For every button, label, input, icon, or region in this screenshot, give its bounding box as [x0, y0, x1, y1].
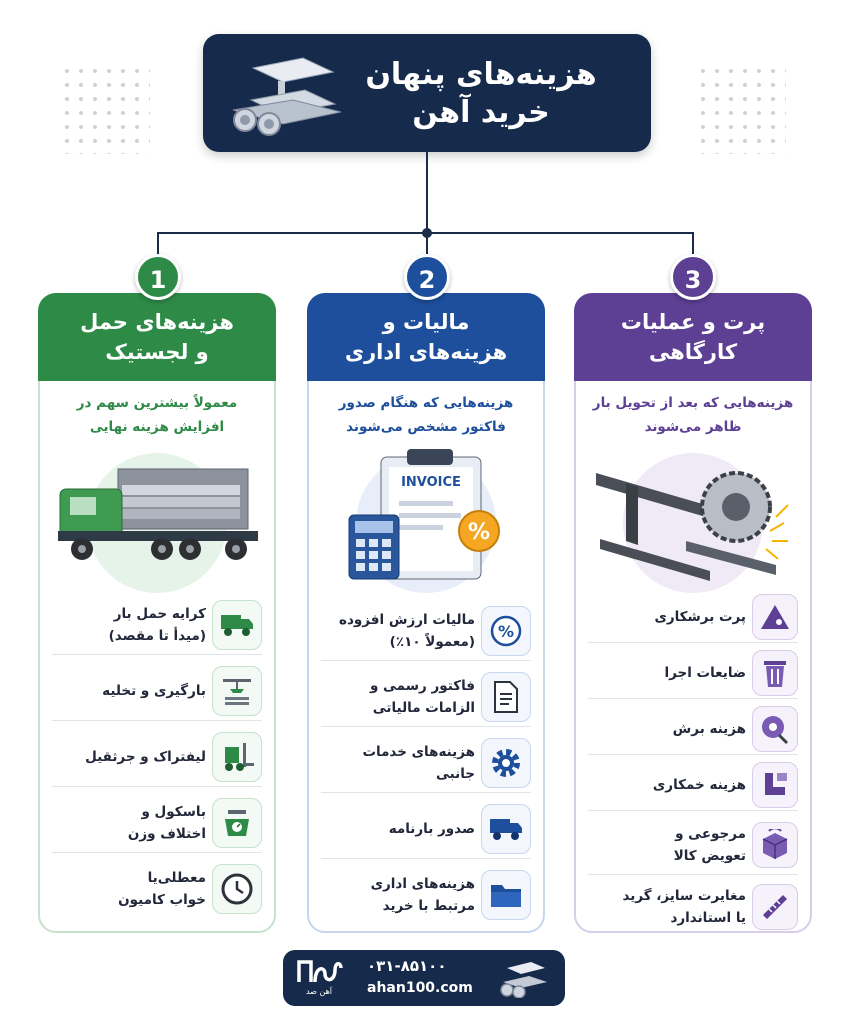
forklift-icon: [219, 741, 255, 773]
item-icon-box: [481, 672, 531, 722]
trash-icon: [761, 657, 789, 689]
column-logistics-subtitle: [48, 391, 266, 439]
page-title-line2: خرید آهن: [412, 95, 550, 130]
column-workshop-waste-subtitle-line2: ظاهر می‌شوند: [644, 419, 742, 435]
page-header: [203, 34, 651, 152]
item-text: [321, 741, 481, 785]
connector-junction-dot: [422, 228, 432, 238]
list-item: [52, 727, 262, 787]
column-tax-admin-header: [307, 293, 545, 381]
item-icon-box: [481, 804, 531, 854]
scale-icon: [220, 807, 254, 839]
item-line1: صدور بارنامه: [388, 820, 475, 837]
list-item: [588, 815, 798, 875]
item-line2: خواب کامیون: [118, 892, 206, 908]
item-icon-box: [481, 606, 531, 656]
list-item: [52, 859, 262, 919]
svg-text:%: %: [467, 520, 491, 545]
list-item: [321, 733, 531, 793]
crane-icon: [219, 675, 255, 707]
list-item: [321, 799, 531, 859]
column-tax-admin-subtitle: [317, 391, 535, 439]
page-title: [341, 56, 621, 132]
column-logistics-subtitle-line1: معمولاً بیشترین سهم در: [76, 395, 238, 411]
column-logistics: [38, 293, 276, 933]
step-number-3: 3: [670, 254, 716, 300]
item-line2: اختلاف وزن: [127, 825, 206, 842]
list-item: [52, 595, 262, 655]
item-text: [321, 873, 481, 917]
item-line1: لیفتراک و جرثقیل: [85, 748, 206, 765]
item-icon-box: [212, 864, 262, 914]
step-number-2: 2: [404, 254, 450, 300]
item-icon-box: [752, 650, 798, 696]
column-tax-admin-subtitle-line1: هزینه‌هایی که هنگام صدور: [338, 395, 514, 411]
column-tax-admin-title-line2: هزینه‌های اداری: [344, 340, 508, 364]
steel-beams-icon: [497, 958, 551, 998]
item-line1: هزینه خمکاری: [652, 776, 746, 793]
item-icon-box: [481, 738, 531, 788]
list-item: [588, 647, 798, 699]
list-item: [52, 793, 262, 853]
step-number-1: 1: [135, 254, 181, 300]
item-text: [588, 662, 752, 684]
column-logistics-title-line1: هزینه‌های حمل: [80, 310, 234, 334]
item-icon-box: [212, 732, 262, 782]
item-line2: (میدأ تا مقصد): [108, 627, 206, 644]
triangle-scrap-icon: [759, 602, 791, 632]
item-icon-box: [481, 870, 531, 920]
item-line2: جانبی: [435, 765, 475, 782]
item-text: [321, 609, 481, 653]
column-workshop-waste-subtitle-line1: هزینه‌هایی که بعد از تحویل بار: [592, 395, 794, 411]
item-icon-box: [212, 600, 262, 650]
column-logistics-header: [38, 293, 276, 381]
list-item: [588, 703, 798, 755]
item-text: [321, 818, 481, 840]
column-workshop-waste-title-line2: کارگاهی: [648, 340, 738, 364]
item-line1: هزینه‌های خدمات: [362, 743, 475, 760]
invoice-illustration: [319, 445, 533, 585]
item-icon-box: [752, 594, 798, 640]
item-line2: (معمولاً ۱۰٪): [389, 633, 475, 650]
list-item: [588, 591, 798, 643]
return-box-icon: [759, 829, 791, 861]
item-text: [588, 823, 752, 867]
list-item: [588, 759, 798, 811]
document-icon: [492, 680, 520, 714]
decorative-dots-right: [696, 64, 786, 154]
item-text: [588, 774, 752, 796]
svg-text:%: %: [497, 621, 515, 641]
item-text: [321, 675, 481, 719]
percent-icon: [489, 614, 523, 648]
list-item: [588, 879, 798, 935]
item-line1: باسکول و: [141, 803, 206, 820]
steel-truck-icon: [50, 445, 266, 575]
beam-saw-icon: [586, 445, 802, 585]
item-text: [52, 603, 212, 647]
cutting-illustration: [586, 445, 800, 585]
item-line1: پرت برشکاری: [654, 608, 746, 625]
steel-beams-icon: [223, 48, 353, 138]
item-line1: مغایرت سایز، گرید: [622, 888, 746, 904]
column-logistics-subtitle-line2: افزایش هزینه نهایی: [89, 419, 225, 435]
column-workshop-waste-header: [574, 293, 812, 381]
item-icon-box: [212, 666, 262, 716]
item-icon-box: [752, 706, 798, 752]
ruler-icon: [759, 891, 791, 923]
item-text: [588, 718, 752, 740]
gear-icon: [489, 746, 523, 780]
truck-icon: [219, 611, 255, 639]
item-icon-box: [752, 884, 798, 930]
invoice-label: INVOICE: [401, 475, 461, 490]
footer-phone[interactable]: ۰۳۱-۸۵۱۰۰: [367, 957, 447, 975]
column-workshop-waste-subtitle: [584, 391, 802, 439]
item-line2: تعویض کالا: [673, 847, 746, 864]
page-title-line1: هزینه‌های پنهان: [365, 57, 597, 92]
column-tax-admin: [307, 293, 545, 933]
invoice-clipboard-icon: [319, 445, 535, 585]
folder-icon: [489, 881, 523, 909]
item-line1: فاکتور رسمی و: [369, 677, 475, 694]
item-line1: معطلی‌یا: [147, 870, 206, 886]
footer-website-link[interactable]: ahan100.com: [367, 980, 473, 996]
cutting-disc-icon: [759, 713, 791, 745]
clock-icon: [220, 872, 254, 906]
column-tax-admin-title-line1: مالیات و: [382, 310, 470, 334]
item-line1: ضایعات اجرا: [664, 664, 746, 681]
item-icon-box: [752, 762, 798, 808]
connector-drop-3: [692, 232, 694, 256]
footer-bar: [283, 950, 565, 1006]
connector-drop-1: [157, 232, 159, 256]
connector-vertical-main: [426, 152, 428, 234]
item-line1: هزینه‌های اداری: [370, 876, 475, 892]
item-line1: مالیات ارزش افزوده: [339, 611, 475, 628]
item-line1: بارگیری و تخلیه: [102, 682, 206, 699]
bending-icon: [759, 769, 791, 801]
item-icon-box: [752, 822, 798, 868]
brand-logo-icon: [295, 956, 343, 986]
item-text: [588, 606, 752, 628]
item-line1: مرجوعی و: [675, 825, 746, 842]
column-workshop-waste: [574, 293, 812, 933]
item-line1: هزینه برش: [672, 720, 746, 737]
item-text: [52, 680, 212, 702]
list-item: [321, 601, 531, 661]
item-text: [52, 746, 212, 768]
column-tax-admin-subtitle-line2: فاکتور مشخص می‌شوند: [346, 419, 506, 435]
item-text: [588, 885, 752, 929]
list-item: [321, 865, 531, 925]
column-workshop-waste-title-line1: پرت و عملیات: [620, 310, 766, 334]
item-icon-box: [212, 798, 262, 848]
truck-illustration: [50, 445, 264, 585]
column-logistics-title-line2: و لجستیک: [105, 340, 209, 364]
item-text: [52, 801, 212, 845]
item-text: [52, 867, 212, 911]
item-line2: یا استاندارد: [670, 910, 746, 926]
decorative-dots-left: [60, 64, 150, 154]
brand-logo-text: آهن صد: [305, 987, 333, 996]
list-item: [321, 667, 531, 727]
list-item: [52, 661, 262, 721]
truck-icon: [488, 815, 524, 843]
item-line2: الزامات مالیاتی: [372, 699, 475, 716]
item-line1: کرایه حمل بار: [113, 605, 206, 622]
item-line2: مرتبط با خرید: [382, 898, 475, 914]
